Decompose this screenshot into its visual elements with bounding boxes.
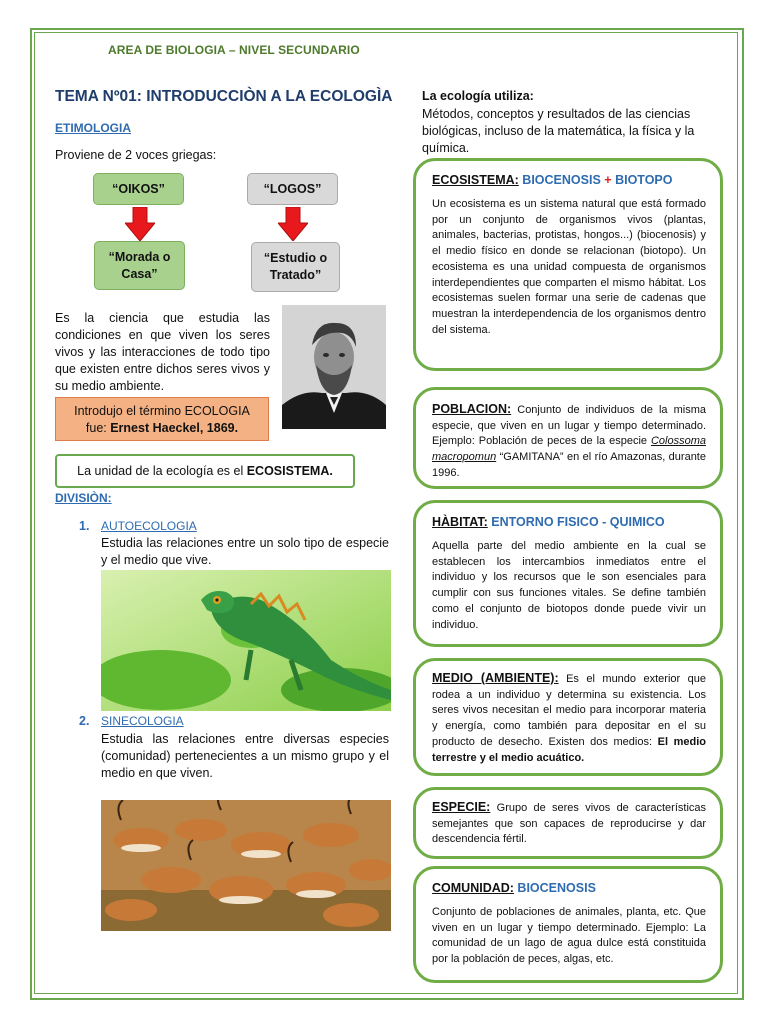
ecosistema-label: ECOSISTEMA:	[432, 173, 519, 187]
especie-box	[413, 787, 723, 859]
division-number-1: 1.	[79, 519, 90, 533]
sinecologia-title: SINECOLOGIA	[101, 714, 184, 728]
logos-word: “LOGOS”	[263, 181, 322, 196]
unit-box	[55, 454, 355, 488]
lizard-photo	[101, 570, 391, 711]
habitat-box	[413, 500, 723, 647]
division-number-2: 2.	[79, 714, 90, 728]
habitat-sub: ENTORNO FISICO - QUIMICO	[491, 515, 665, 529]
unit-text: La unidad de la ecología es el	[77, 464, 247, 478]
haeckel-portrait	[282, 305, 386, 429]
utiliza-heading: La ecología utiliza:	[422, 89, 534, 103]
impala-herd-photo	[101, 800, 391, 931]
ecosistema-part1: BIOCENOSIS	[522, 173, 601, 187]
habitat-header	[432, 515, 706, 529]
oikos-meaning-line1: “Morada o	[108, 249, 171, 264]
medio-body	[432, 671, 706, 766]
poblacion-text-end: “GAMITANA” en el río Amazonas, durante 1996.	[432, 451, 706, 479]
autoecologia-title: AUTOECOLOGIA	[101, 519, 197, 533]
medio-label: MEDIO (AMBIENTE):	[432, 671, 559, 685]
comunidad-label: COMUNIDAD:	[432, 881, 514, 895]
ecosistema-header	[432, 173, 706, 187]
especie-body	[432, 800, 706, 848]
etimologia-intro: Proviene de 2 voces griegas:	[55, 148, 217, 162]
haeckel-note-line1: Introdujo el término ECOLOGIA	[74, 404, 250, 418]
especie-text: Grupo de seres vivos de características semejantes que son capaces de reproducirse y dar descendencia fértil.	[432, 802, 706, 846]
medio-text: Es el mundo exterior que rodea a un individuo y determina su existencia. Los seres vivos necesitan el medio para incorporar materia y energía, como también para depositar en el su producto de desecho. Existen dos medios:	[432, 673, 706, 748]
haeckel-name: Ernest Haeckel, 1869.	[110, 421, 239, 435]
page-title: TEMA Nº01: INTRODUCCIÒN A LA ECOLOGÌA	[55, 88, 393, 105]
morada-box	[94, 241, 185, 290]
page-header: AREA DE BIOLOGIA – NIVEL SECUNDARIO	[108, 43, 360, 57]
autoecologia-text: Estudia las relaciones entre un solo tipo de especie y el medio que vive.	[101, 536, 389, 567]
logos-meaning-line1: “Estudio o	[263, 251, 328, 265]
logos-meaning-line2: Tratado”	[269, 268, 322, 282]
poblacion-box	[413, 387, 723, 489]
ecosistema-body: Un ecosistema es un sistema natural que está formado por un conjunto de organismos vivos (plantas, animales, bacterias, protistas, hongos...) (biocenosis) y el medio físico en donde se relacionan (biotopo). Un ecosistema es una unidad compuesta de organismos interdependientes que comparten el mismo hábitat. Los ecosistemas suelen formar una serie de cadenas que muestran la interdependencia de los organismos dentro del sistema.	[432, 198, 706, 336]
especie-label: ESPECIE:	[432, 800, 491, 814]
ecosistema-box	[413, 158, 723, 371]
habitat-label: HÀBITAT:	[432, 515, 488, 529]
ecology-definition: Es la ciencia que estudia las condiciones en que viven los seres vivos y las interacciones de todo tipo que existen entre dichos seres vivos y su medio ambiente.	[55, 311, 270, 393]
unit-bold: ECOSISTEMA.	[246, 464, 333, 478]
ecosistema-plus: +	[604, 173, 612, 187]
medio-box	[413, 658, 723, 776]
utiliza-text: Métodos, conceptos y resultados de las ciencias biológicas, incluso de la matemática, la física y la química.	[422, 107, 695, 155]
etimologia-heading: ETIMOLOGIA	[55, 121, 131, 135]
haeckel-note-prefix: fue:	[85, 421, 111, 435]
poblacion-text: Conjunto de individuos de la misma especie, que viven en un lugar y tiempo determinado. Ejemplo: Población de peces de la especie	[432, 404, 706, 448]
estudio-box	[251, 242, 340, 292]
down-arrow-icon	[278, 207, 308, 241]
medio-bold: El medio terrestre y el medio acuático.	[432, 735, 706, 764]
oikos-box	[93, 173, 184, 205]
comunidad-header	[432, 881, 706, 895]
habitat-body: Aquella parte del medio ambiente en la cual se establecen los intercambios inmediatos entre el individuo y los recursos que le son esenciales para cumplir con sus funciones vitales. Se define también como el conjunto de biotopos donde puede vivir un individuo.	[432, 540, 706, 631]
comunidad-body: Conjunto de poblaciones de animales, planta, etc. Que viven en un lugar y tiempo determinado. Ejemplo: La comunidad de un lago de agua dulce está constituida por la población de peces, algas, etc.	[432, 906, 706, 966]
sinecologia-text: Estudia las relaciones entre diversas especies (comunidad) pertenecientes a un mismo grupo y el medio en que viven.	[101, 732, 389, 780]
oikos-meaning-line2: Casa”	[121, 266, 158, 281]
comunidad-box	[413, 866, 723, 983]
poblacion-body	[432, 402, 706, 482]
comunidad-sub: BIOCENOSIS	[517, 881, 596, 895]
logos-box	[247, 173, 338, 205]
division-heading: DIVISIÒN:	[55, 491, 112, 505]
down-arrow-icon	[125, 207, 155, 241]
ecosistema-part2: BIOTOPO	[615, 173, 673, 187]
poblacion-species: Colossoma macropomun	[432, 435, 706, 464]
haeckel-note	[55, 397, 269, 441]
oikos-word: “OIKOS”	[112, 181, 165, 196]
poblacion-label: POBLACION:	[432, 402, 512, 416]
